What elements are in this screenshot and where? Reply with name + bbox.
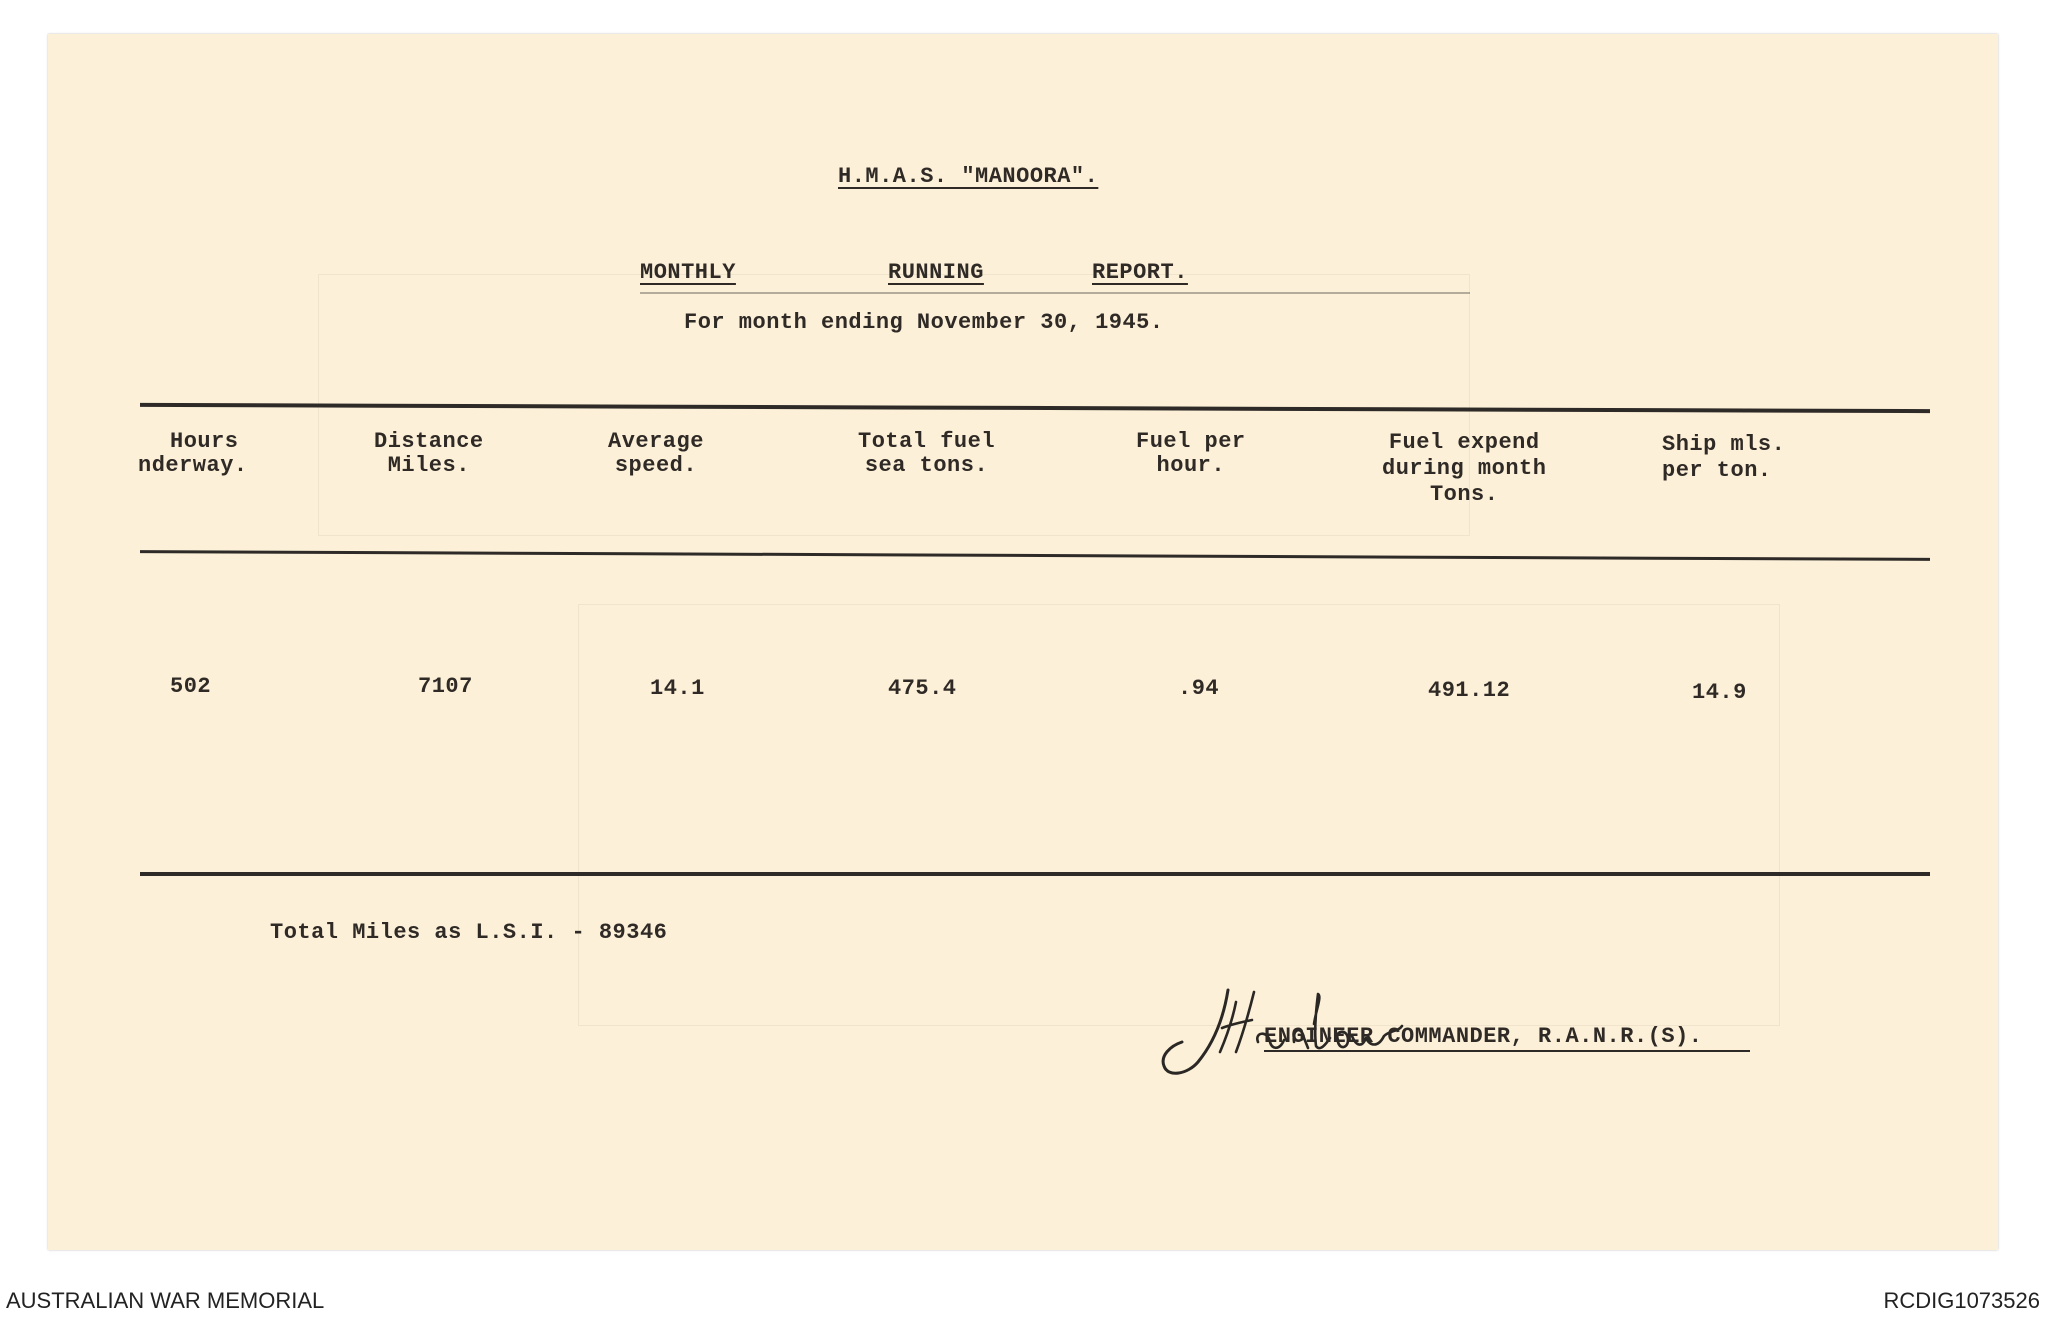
- col-header-distance-miles: Distance Miles.: [374, 429, 484, 478]
- title-word-monthly: MONTHLY: [640, 260, 736, 285]
- title-word-report: REPORT.: [1092, 260, 1188, 285]
- total-miles-note: Total Miles as L.S.I. - 89346: [270, 920, 668, 945]
- title-word-running: RUNNING: [888, 260, 984, 285]
- value-distance-miles: 7107: [418, 674, 473, 699]
- document-paper: [48, 34, 1998, 1250]
- footer-record-id: RCDIG1073526: [1883, 1288, 2040, 1313]
- col-header-fuel-expend: Fuel expend during month Tons.: [1382, 430, 1547, 507]
- value-fuel-per-hour: .94: [1178, 676, 1220, 701]
- col-header-hours-underway: Hours nderway.: [138, 429, 248, 478]
- show-through-mark: [578, 604, 1780, 1026]
- value-ship-miles-per-ton: 14.9: [1692, 680, 1747, 705]
- ship-name: H.M.A.S. "MANOORA".: [838, 164, 1099, 189]
- value-total-fuel: 475.4: [888, 676, 957, 701]
- value-fuel-expend: 491.12: [1428, 678, 1511, 703]
- col-header-ship-miles-per-ton: Ship mls. per ton.: [1662, 432, 1786, 483]
- col-header-average-speed: Average speed.: [608, 429, 704, 478]
- title-underline: [640, 292, 1470, 294]
- report-period: For month ending November 30, 1945.: [684, 310, 1164, 335]
- footer-archive-name: AUSTRALIAN WAR MEMORIAL: [6, 1288, 325, 1313]
- col-header-total-fuel-sea-tons: Total fuel sea tons.: [858, 429, 996, 478]
- value-average-speed: 14.1: [650, 676, 705, 701]
- value-hours-underway: 502: [170, 674, 212, 699]
- signatory-underline: [1264, 1050, 1750, 1052]
- table-bottom-rule: [140, 872, 1930, 876]
- header-bottom-rule: [140, 550, 1930, 561]
- col-header-fuel-per-hour: Fuel per hour.: [1136, 429, 1246, 478]
- signatory-title: ENGINEER COMMANDER, R.A.N.R.(S).: [1264, 1024, 1703, 1049]
